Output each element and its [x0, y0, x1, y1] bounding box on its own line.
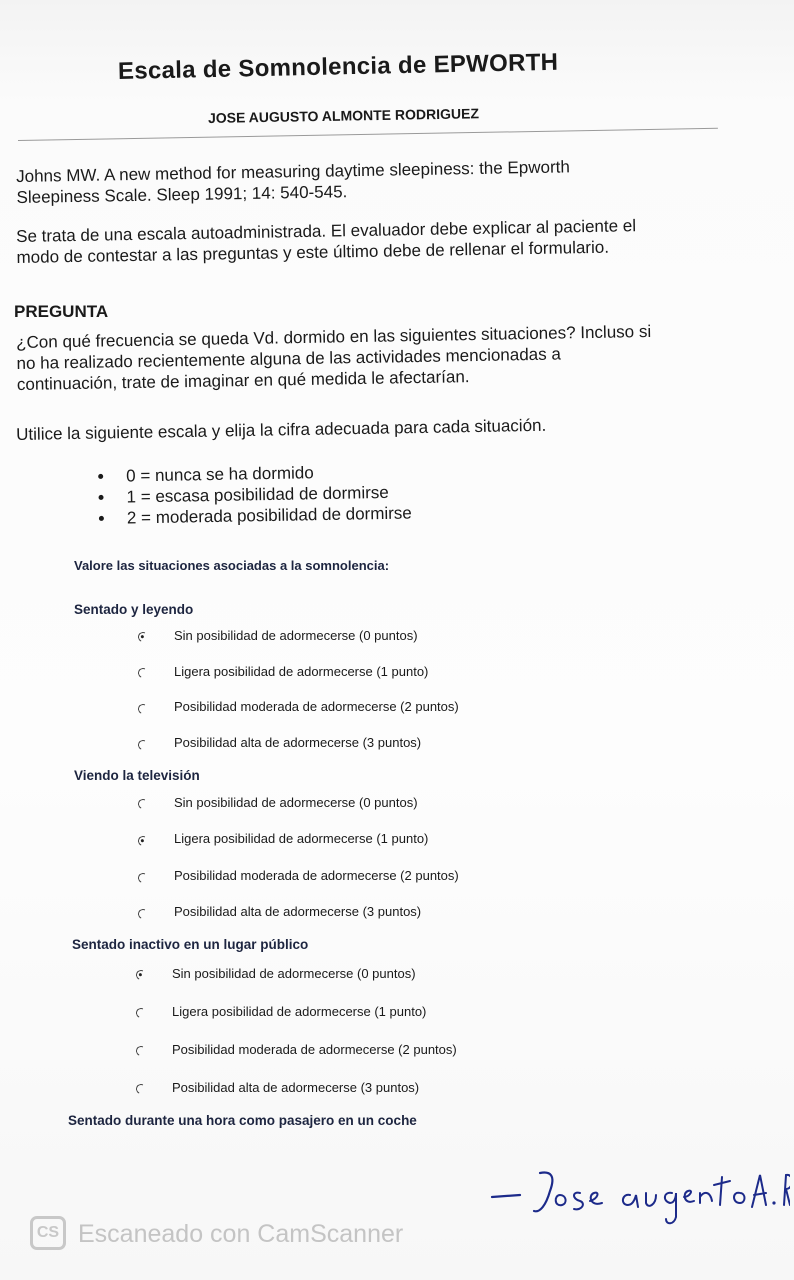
document-title: Escala de Somnolencia de EPWORTH	[117, 48, 559, 85]
radio-button[interactable]	[137, 835, 150, 848]
question-paragraph	[16, 321, 652, 395]
radio-button[interactable]	[137, 798, 150, 811]
patient-name: JOSE AUGUSTO ALMONTE RODRIGUEZ	[207, 105, 480, 126]
option-label[interactable]: Posibilidad moderada de adormecerse (2 puntos)	[174, 699, 459, 714]
section-title-passenger: Sentado durante una hora como pasajero en un coche	[68, 1113, 417, 1128]
scale-item: 0 = nunca se ha dormido	[96, 461, 411, 487]
form-title: Valore las situaciones asociadas a la somnolencia:	[74, 558, 390, 573]
radio-button[interactable]	[137, 631, 150, 644]
question-line: ¿Con qué frecuencia se queda Vd. dormido en las siguientes situaciones? Incluso si	[16, 321, 652, 352]
option-label[interactable]: Sin posibilidad de adormecerse (0 puntos)	[174, 795, 418, 810]
handwritten-signature	[490, 1155, 790, 1235]
instructions-line: modo de contestar a las preguntas y este último debe de rellenar el formulario.	[16, 237, 610, 267]
radio-button[interactable]	[135, 1083, 148, 1096]
scale-item: 2 = moderada posibilidad de dormirse	[97, 502, 412, 528]
bullet-icon	[99, 495, 104, 500]
question-line: no ha realizado recientemente alguna de las actividades mencionadas a	[16, 344, 561, 373]
section-title-public-place: Sentado inactivo en un lugar público	[72, 937, 309, 952]
option-label[interactable]: Ligera posibilidad de adormecerse (1 punto)	[174, 664, 429, 679]
scale-list	[96, 461, 412, 529]
radio-button[interactable]	[137, 667, 150, 680]
bullet-icon	[98, 474, 103, 479]
radio-button[interactable]	[135, 1045, 148, 1058]
reference-line: Sleepiness Scale. Sleep 1991; 14: 540-545.	[16, 182, 348, 207]
option-label[interactable]: Ligera posibilidad de adormecerse (1 punto)	[172, 1004, 427, 1019]
instructions-line: Se trata de una escala autoadministrada. El evaluador debe explicar al paciente el	[16, 216, 637, 246]
radio-button[interactable]	[137, 739, 150, 752]
scale-item: 1 = escasa posibilidad de dormirse	[96, 482, 411, 508]
option-label[interactable]: Posibilidad moderada de adormecerse (2 puntos)	[172, 1042, 457, 1057]
radio-button[interactable]	[135, 969, 148, 982]
question-heading: PREGUNTA	[14, 302, 109, 321]
camscanner-logo-icon: CS	[30, 1216, 66, 1250]
option-label[interactable]: Posibilidad moderada de adormecerse (2 puntos)	[174, 868, 459, 883]
reference-line: Johns MW. A new method for measuring daytime sleepiness: the Epworth	[16, 157, 570, 186]
option-label[interactable]: Ligera posibilidad de adormecerse (1 punto)	[174, 831, 429, 846]
radio-button[interactable]	[135, 1007, 148, 1020]
instructions-paragraph	[16, 215, 637, 268]
radio-button[interactable]	[137, 908, 150, 921]
header-divider	[18, 128, 718, 141]
reference-citation	[16, 156, 570, 208]
option-label[interactable]: Posibilidad alta de adormecerse (3 puntos)	[174, 735, 422, 750]
section-title-tv: Viendo la televisión	[74, 768, 200, 783]
option-label[interactable]: Sin posibilidad de adormecerse (0 puntos)	[172, 966, 416, 981]
radio-button[interactable]	[137, 872, 150, 885]
option-label[interactable]: Sin posibilidad de adormecerse (0 puntos)	[174, 628, 418, 643]
question-line: continuación, trate de imaginar en qué medida le afectarían.	[16, 367, 470, 394]
watermark-text: Escaneado con CamScanner	[78, 1220, 404, 1248]
radio-button[interactable]	[137, 703, 150, 716]
bullet-icon	[99, 516, 104, 521]
scale-intro: Utilice la siguiente escala y elija la cifra adecuada para cada situación.	[16, 415, 547, 444]
option-label[interactable]: Posibilidad alta de adormecerse (3 puntos)	[172, 1080, 420, 1095]
option-label[interactable]: Posibilidad alta de adormecerse (3 puntos)	[174, 904, 422, 919]
section-title-reading: Sentado y leyendo	[74, 602, 194, 617]
